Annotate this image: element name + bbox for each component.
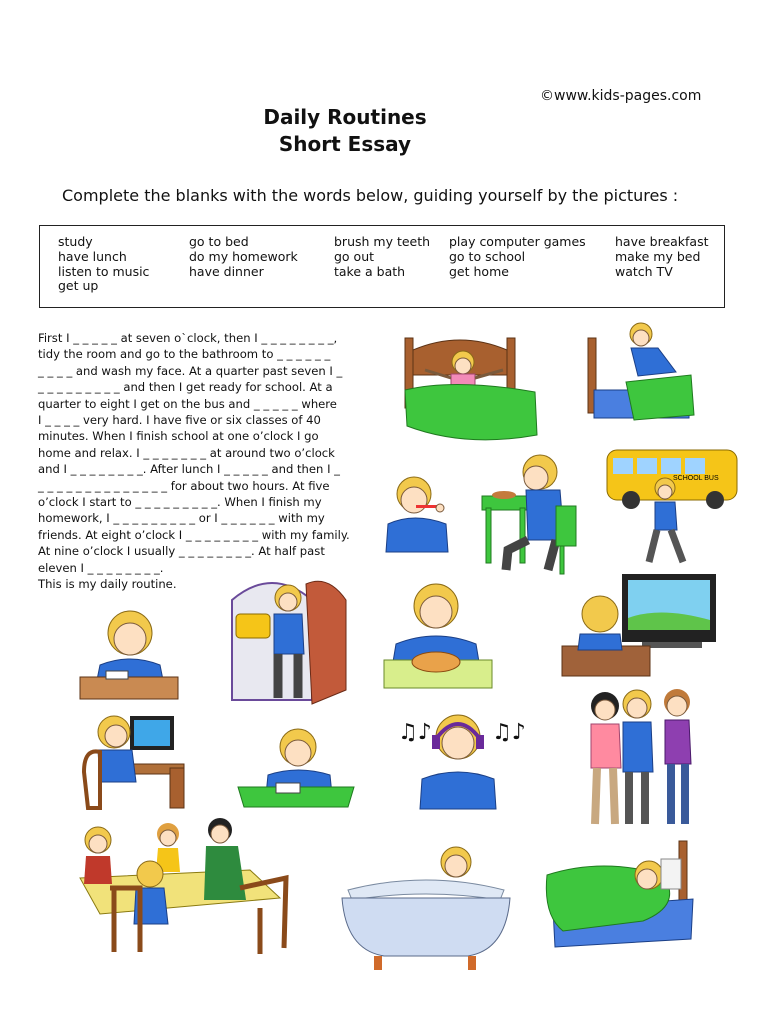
word-bank-column-1 bbox=[58, 235, 149, 294]
word-have-lunch: have lunch bbox=[58, 248, 127, 264]
word-listen-to-music: listen to music bbox=[58, 263, 150, 279]
word-have-breakfast: have breakfast bbox=[615, 234, 709, 249]
essay-line: eleven I _ _ _ _ _ _ _ _. bbox=[38, 560, 164, 575]
sleeping-illustration bbox=[543, 835, 701, 967]
essay-line: First I _ _ _ _ _ at seven o`clock, then I _ _ _ _ _ _ _ _, bbox=[38, 331, 338, 345]
essay-line: At nine o’clock I usually _ _ _ _ _ _ _ _. At half past bbox=[38, 544, 325, 559]
listening-music-illustration bbox=[396, 705, 524, 810]
essay-line: quarter to eight I get on the bus and _ _ _ _ _ where bbox=[38, 396, 337, 411]
word-study: study bbox=[58, 234, 93, 249]
family-dinner-illustration bbox=[70, 818, 292, 958]
instruction-text: Complete the blanks with the words below, guiding yourself by the pictures : bbox=[62, 186, 679, 205]
school-bus-illustration bbox=[605, 446, 743, 568]
word-bank-column-2 bbox=[189, 235, 298, 279]
going-out-illustration bbox=[565, 688, 700, 830]
essay-line: friends. At eight o’clock I _ _ _ _ _ _ _ _ with my family. bbox=[38, 527, 350, 542]
word-play-computer-games: play computer games bbox=[449, 234, 586, 249]
word-brush-my-teeth: brush my teeth bbox=[334, 234, 431, 249]
homework-illustration bbox=[236, 725, 356, 810]
essay-line: and I _ _ _ _ _ _ _ _. After lunch I _ _ _ _ _ and then I _ bbox=[38, 462, 340, 477]
word-bank-column-5 bbox=[615, 235, 709, 279]
word-make-my-bed: make my bed bbox=[615, 248, 701, 264]
word-go-to-bed: go to bed bbox=[189, 234, 249, 249]
computer-games-illustration bbox=[80, 708, 188, 810]
word-get-home: get home bbox=[449, 263, 509, 279]
essay-line: This is my daily routine. bbox=[38, 577, 177, 592]
title-line-1: Daily Routines bbox=[263, 105, 427, 129]
word-bank-box bbox=[39, 225, 725, 308]
word-bank-column-3 bbox=[334, 235, 430, 279]
word-get-up: get up bbox=[58, 278, 99, 294]
eating-lunch-illustration bbox=[384, 578, 494, 693]
essay-line: tidy the room and go to the bathroom to _ _ _ _ _ _ bbox=[38, 347, 331, 362]
word-do-my-homework: do my homework bbox=[189, 248, 298, 264]
essay-text bbox=[38, 330, 358, 593]
copyright-notice: ©www.kids-pages.com bbox=[540, 88, 702, 104]
essay-line: I _ _ _ _ very hard. I have five or six classes of 40 bbox=[38, 413, 321, 428]
making-bed-illustration bbox=[586, 320, 696, 435]
svg-text:♫♪: ♫♪ bbox=[492, 720, 526, 745]
essay-line: _ _ _ _ _ _ _ _ _ _ _ _ _ _ for about two hours. At five bbox=[38, 478, 330, 493]
breakfast-illustration bbox=[478, 450, 583, 580]
studying-illustration bbox=[78, 605, 180, 700]
word-bank-column-4 bbox=[449, 235, 586, 279]
title-line-2: Short Essay bbox=[278, 132, 412, 156]
word-take-a-bath: take a bath bbox=[334, 263, 406, 279]
svg-text:♫♪: ♫♪ bbox=[398, 720, 432, 745]
word-go-out: go out bbox=[334, 248, 375, 264]
watching-tv-illustration bbox=[560, 570, 720, 678]
word-watch-tv: watch TV bbox=[615, 263, 673, 279]
essay-line: home and relax. I _ _ _ _ _ _ _ at around two o’clock bbox=[38, 445, 335, 460]
word-go-to-school: go to school bbox=[449, 248, 526, 264]
taking-bath-illustration bbox=[338, 840, 513, 975]
essay-line: minutes. When I finish school at one o’clock I go bbox=[38, 429, 319, 444]
going-home-illustration bbox=[228, 570, 350, 705]
essay-line: _ _ _ _ _ _ _ _ _ and then I get ready for school. At a bbox=[38, 380, 333, 395]
bus-label: SCHOOL BUS bbox=[673, 475, 719, 482]
waking-up-illustration bbox=[395, 330, 545, 445]
essay-line: o’clock I start to _ _ _ _ _ _ _ _ _. When I finish my bbox=[38, 495, 322, 510]
page-title bbox=[0, 104, 690, 158]
word-have-dinner: have dinner bbox=[189, 263, 264, 279]
essay-line: _ _ _ _ and wash my face. At a quarter past seven I _ bbox=[38, 363, 343, 378]
brushing-teeth-illustration bbox=[376, 468, 461, 553]
essay-line: homework, I _ _ _ _ _ _ _ _ _ or I _ _ _ _ _ _ with my bbox=[38, 511, 325, 526]
